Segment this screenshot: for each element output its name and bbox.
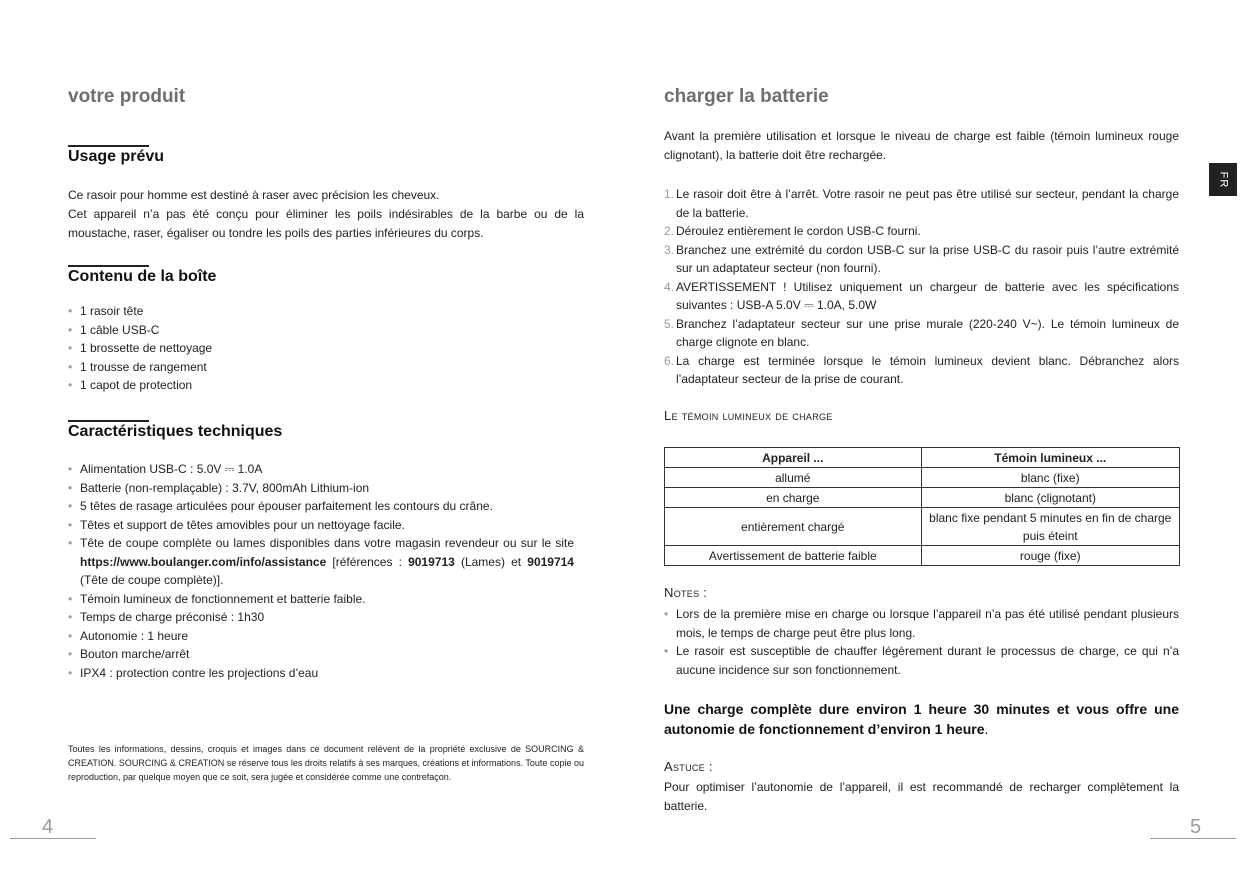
step-text: La charge est terminée lorsque le témoin lumineux devient blanc. Débranchez alors l’adaptateur secteur de la prise de courant. — [676, 353, 1179, 386]
table-cell: blanc (fixe) — [921, 468, 1179, 488]
contents-list — [68, 302, 584, 395]
list-item — [68, 534, 574, 590]
charge-indicator-table — [664, 447, 1180, 566]
specs-list — [68, 460, 574, 682]
list-item: • 1 trousse de rangement — [68, 358, 584, 377]
step-number: 3. — [664, 242, 675, 257]
step-text: Déroulez entièrement le cordon USB-C fourni. — [676, 224, 921, 238]
page-number-rule — [1150, 838, 1236, 839]
step-number: 4. — [664, 279, 675, 294]
list-item: • Têtes et support de têtes amovibles pour un nettoyage facile. — [68, 516, 574, 535]
table-row — [665, 546, 1180, 566]
list-item — [664, 278, 1179, 315]
full-charge-text: Une charge complète dure environ 1 heure 30 minutes et vous offre une autonomie de fonctionnement d’environ 1 heure — [664, 701, 1179, 737]
table-row — [665, 468, 1180, 488]
usage-text-1: Ce rasoir pour homme est destiné à raser avec précision les cheveux. — [68, 188, 440, 202]
language-tab — [1209, 163, 1237, 196]
list-item — [664, 241, 1179, 278]
table-cell: blanc (clignotant) — [921, 488, 1179, 508]
list-item — [664, 185, 1179, 222]
contents-title: Contenu de la boîte — [68, 268, 217, 285]
list-item: • 1 câble USB-C — [68, 321, 584, 340]
page-title: votre produit — [68, 86, 186, 107]
table-title: Le témoin lumineux de charge — [664, 408, 833, 423]
list-item: • Lors de la première mise en charge ou lorsque l’appareil n’a pas été utilisé pendant plusieurs mois, le temps de charge peut être plus long. — [664, 605, 1179, 642]
spec-text: Tête de coupe complète ou lames disponibles dans votre magasin revendeur ou sur le site — [80, 536, 574, 550]
list-item: • Autonomie : 1 heure — [68, 627, 574, 646]
step-text: AVERTISSEMENT ! Utilisez uniquement un chargeur de batterie avec les spécifications suivantes : USB-A 5.0V ⎓ 1.0A, 5.0W — [676, 279, 1179, 312]
list-item — [664, 315, 1179, 352]
legal-notice: Toutes les informations, dessins, croquis et images dans ce document relèvent de la propriété exclusive de SOURCING & CREATION. SOURCING & CREATION se réserve tous les droits relatifs à ses marques, créations et informations. Toute copie ou reproduction, par quelque moyen que ce soit, sera jugée et considérée comme une contrefaçon. — [68, 744, 584, 782]
reference-number: 9019713 — [408, 554, 455, 569]
assistance-link[interactable]: https://www.boulanger.com/info/assistance — [80, 554, 327, 569]
usage-text-2: Cet appareil n’a pas été conçu pour éliminer les poils indésirables de la barbe ou de la moustache, raser, égaliser ou tondre les poils des parties inférieures du corps. — [68, 207, 584, 240]
list-item: • Le rasoir est susceptible de chauffer légèrement durant le processus de charge, ce qui n’a aucune incidence sur son fonctionnement. — [664, 642, 1179, 679]
section-rule — [68, 145, 149, 147]
step-text: Branchez une extrémité du cordon USB-C sur la prise USB-C du rasoir puis l’autre extrémité sur un adaptateur secteur (non fourni). — [676, 242, 1179, 275]
spec-text: [références : — [326, 554, 409, 569]
list-item: • 1 rasoir tête — [68, 302, 584, 321]
intro-text: Avant la première utilisation et lorsque le niveau de charge est faible (témoin lumineux rouge clignotant), la batterie doit être rechargée. — [664, 129, 1179, 162]
list-item: • Bouton marche/arrêt — [68, 645, 574, 664]
spec-text: (Tête de coupe complète)]. — [80, 573, 224, 587]
table-cell: en charge — [665, 488, 922, 508]
list-item: • IPX4 : protection contre les projections d’eau — [68, 664, 574, 683]
list-item — [664, 352, 1179, 389]
table-cell: Avertissement de batterie faible — [665, 546, 922, 566]
full-charge-note — [664, 699, 1179, 739]
spec-text: (Lames) et — [454, 554, 528, 569]
table-row — [665, 488, 1180, 508]
step-number: 2. — [664, 224, 675, 238]
list-item: • Temps de charge préconisé : 1h30 — [68, 608, 574, 627]
notes-list — [664, 605, 1179, 679]
list-item: • Alimentation USB-C : 5.0V ⎓ 1.0A — [68, 460, 574, 479]
table-cell: rouge (fixe) — [921, 546, 1179, 566]
list-item: • Batterie (non-remplaçable) : 3.7V, 800mAh Lithium-ion — [68, 479, 574, 498]
specs-title: Caractéristiques techniques — [68, 423, 283, 440]
step-text: Branchez l’adaptateur secteur sur une prise murale (220-240 V~). Le témoin lumineux de charge clignote en blanc. — [676, 316, 1179, 349]
table-row — [665, 508, 1180, 546]
step-number: 1. — [664, 187, 675, 201]
notes-title: Notes : — [664, 585, 708, 600]
list-item: • 1 capot de protection — [68, 376, 584, 395]
tip-title: Astuce : — [664, 759, 713, 774]
section-rule — [68, 265, 149, 267]
table-header-row — [665, 448, 1180, 468]
language-tab-label: FR — [1216, 171, 1229, 188]
steps-list — [664, 185, 1179, 389]
reference-number: 9019714 — [527, 554, 574, 569]
page-number: 5 — [1190, 816, 1202, 838]
table-cell: allumé — [665, 468, 922, 488]
page-number-rule — [10, 838, 96, 839]
column-header: Témoin lumineux ... — [921, 448, 1179, 468]
table-cell: entièrement chargé — [665, 508, 922, 546]
usage-title: Usage prévu — [68, 148, 165, 165]
section-rule — [68, 420, 149, 422]
step-number: 6. — [664, 353, 675, 368]
full-charge-period: . — [984, 721, 989, 737]
table-cell: blanc fixe pendant 5 minutes en fin de charge puis éteint — [921, 508, 1179, 546]
page-number: 4 — [42, 816, 54, 838]
list-item — [664, 222, 1179, 241]
list-item: • 5 têtes de rasage articulées pour épouser parfaitement les contours du crâne. — [68, 497, 574, 516]
column-header: Appareil ... — [665, 448, 922, 468]
list-item: • Témoin lumineux de fonctionnement et batterie faible. — [68, 590, 574, 609]
step-number: 5. — [664, 316, 675, 331]
right-page — [624, 0, 1247, 896]
tip-text: Pour optimiser l’autonomie de l’appareil, il est recommandé de recharger complètement la batterie. — [664, 780, 1179, 813]
page-title: charger la batterie — [664, 86, 829, 107]
list-item: • 1 brossette de nettoyage — [68, 339, 584, 358]
step-text: Le rasoir doit être à l’arrêt. Votre rasoir ne peut pas être utilisé sur secteur, pendant la charge de la batterie. — [676, 187, 1179, 220]
